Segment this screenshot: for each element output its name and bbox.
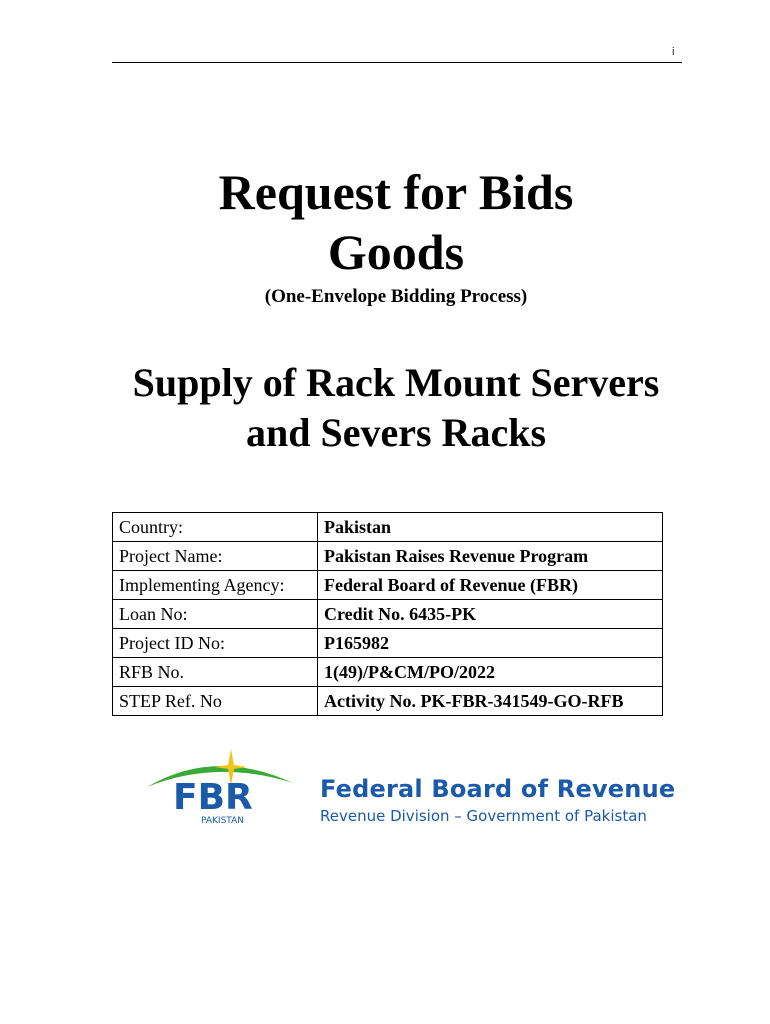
info-row	[113, 542, 663, 571]
subject-title-line1: Supply of Rack Mount Servers	[132, 360, 660, 405]
info-label: Country:	[113, 513, 318, 542]
info-label: Implementing Agency:	[113, 571, 318, 600]
document-title-line1: Request for Bids	[218, 164, 574, 220]
info-value: Credit No. 6435-PK	[318, 600, 663, 629]
emblem-mark-text: FBR	[173, 777, 253, 818]
info-label: STEP Ref. No	[113, 687, 318, 716]
document-subtitle: (One-Envelope Bidding Process)	[264, 286, 528, 307]
info-row	[113, 571, 663, 600]
info-row	[113, 629, 663, 658]
fbr-emblem	[145, 745, 295, 835]
info-value: P165982	[318, 629, 663, 658]
logo-tagline: Revenue Division – Government of Pakistan	[320, 807, 647, 825]
subject-title-line2: and Severs Racks	[245, 410, 547, 455]
page-number: i	[672, 46, 675, 58]
info-row	[113, 513, 663, 542]
info-label: Loan No:	[113, 600, 318, 629]
info-row	[113, 687, 663, 716]
info-value: Federal Board of Revenue (FBR)	[318, 571, 663, 600]
info-row	[113, 600, 663, 629]
info-value: 1(49)/P&CM/PO/2022	[318, 658, 663, 687]
info-label: RFB No.	[113, 658, 318, 687]
fbr-logo	[145, 745, 676, 835]
info-row	[113, 658, 663, 687]
info-label: Project ID No:	[113, 629, 318, 658]
document-title-line2: Goods	[327, 224, 465, 280]
header-rule	[112, 62, 682, 63]
info-value: Activity No. PK-FBR-341549-GO-RFB	[318, 687, 663, 716]
logo-org-name: Federal Board of Revenue	[320, 775, 676, 803]
info-value: Pakistan Raises Revenue Program	[318, 542, 663, 571]
info-value: Pakistan	[318, 513, 663, 542]
emblem-subtext: PAKISTAN	[201, 816, 244, 826]
info-label: Project Name:	[113, 542, 318, 571]
project-info-table	[112, 512, 663, 716]
